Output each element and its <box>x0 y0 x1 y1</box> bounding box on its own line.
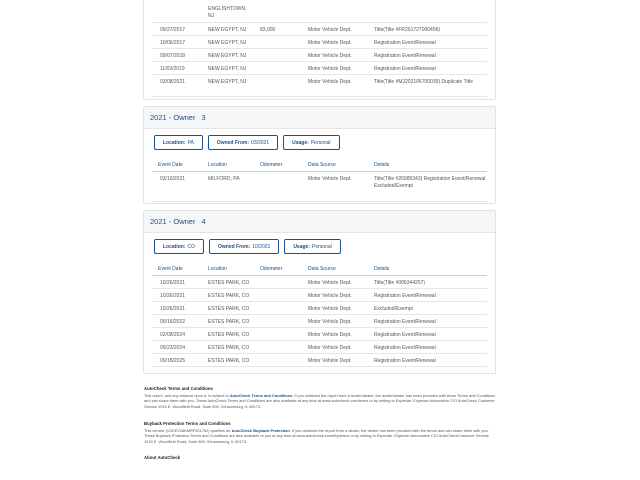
location-cell: ESTES PARK, CO <box>208 280 250 286</box>
table-row <box>152 354 487 367</box>
usage-badge: Usage: Personal <box>283 135 339 150</box>
owner-4-rows <box>144 276 495 367</box>
data-source-cell: Motor Vehicle Dept. <box>308 27 352 33</box>
owner-2-rows <box>144 0 495 97</box>
location-cell: NEW EGYPT, NJ <box>208 53 247 59</box>
location-cell: ESTES PARK, CO <box>208 293 250 299</box>
location-cell: ESTES PARK, CO <box>208 345 250 351</box>
location-cell: NEW EGYPT, NJ <box>208 40 247 46</box>
location-cell: ESTES PARK, CO <box>208 306 250 312</box>
col-odometer: Odometer <box>260 162 283 168</box>
location-cell: ESTES PARK, CO <box>208 358 250 364</box>
col-details: Details <box>374 266 390 272</box>
event-date-cell: 09/18/2025 <box>160 358 186 364</box>
col-odometer: Odometer <box>260 266 283 272</box>
table-row <box>152 49 487 62</box>
owner-2-card <box>143 0 496 100</box>
about-section <box>144 455 496 462</box>
location-cell: ESTES PARK, CO <box>208 319 250 325</box>
data-source-cell: Motor Vehicle Dept. <box>308 345 352 351</box>
col-data-source: Data Source <box>308 266 336 272</box>
details-cell: Title(Title #006344257) <box>374 280 426 286</box>
col-location: Location <box>208 266 227 272</box>
table-row <box>152 23 487 36</box>
table-row <box>152 328 487 341</box>
owner-4-title: 2021 - Owner 4 <box>150 217 206 226</box>
table-row <box>152 315 487 328</box>
owner-4-table-header <box>152 262 487 276</box>
table-row <box>152 36 487 49</box>
details-cell: Registration Event/Renewal <box>374 66 436 72</box>
details-cell: Title(Title #MJ202106700039) Duplicate Title <box>374 79 473 85</box>
owner-3-rows <box>144 172 495 202</box>
details-cell: Title(Title #FR201727000456) <box>374 27 441 33</box>
event-date-cell: 03/10/2021 <box>160 176 186 182</box>
buyback-section <box>144 421 496 444</box>
data-source-cell: Motor Vehicle Dept. <box>308 280 352 286</box>
col-details: Details <box>374 162 390 168</box>
table-row <box>152 172 487 202</box>
event-date-cell: 11/03/2019 <box>160 66 185 72</box>
col-event-date: Event Date <box>158 162 183 168</box>
owner-4-summary <box>144 233 495 254</box>
data-source-cell: Motor Vehicle Dept. <box>308 79 352 85</box>
buyback-heading: Buyback Protection Terms and Conditions <box>144 421 231 426</box>
event-date-cell: 10/06/2017 <box>160 40 186 46</box>
about-heading: About AutoCheck <box>144 455 181 460</box>
event-date-cell: 03/08/2021 <box>160 79 186 85</box>
location-cell: NEW EGYPT, NJ <box>208 79 247 85</box>
location-cell: ESTES PARK, CO <box>208 332 250 338</box>
table-row <box>152 0 487 23</box>
details-cell: Title(Title #26985343) Registration Event/Renewal Excluded/Exempt <box>374 176 486 189</box>
data-source-cell: Motor Vehicle Dept. <box>308 53 352 59</box>
owned-from-badge: Owned From: 03/2021 <box>208 135 278 150</box>
location-cell: MILFORD, PA <box>208 176 240 182</box>
location-cell: NEW EGYPT, NJ <box>208 66 247 72</box>
details-cell: Registration Event/Renewal <box>374 53 436 59</box>
event-date-cell: 09/16/2022 <box>160 319 186 325</box>
terms-section <box>144 386 496 409</box>
details-cell: Registration Event/Renewal <box>374 319 436 325</box>
terms-link[interactable]: AutoCheck Terms and Conditions <box>229 392 293 398</box>
details-cell: Registration Event/Renewal <box>374 40 436 46</box>
data-source-cell: Motor Vehicle Dept. <box>308 40 352 46</box>
col-location: Location <box>208 162 227 168</box>
terms-text: This report, and any reliance upon it, is subject to AutoCheck Terms and Conditions. If you obtained the report from a lender/dealer, the lender/dealer has been provided with those Terms and Conditions and can share them with you. These AutoCheck Terms and Conditions are also available at any time at www.autocheck.com/terms or by writing to Experian: Experian Automotive C/O AutoCheck Customer Service 1015 E. Woodfield Road, Suite 500, Schaumburg, IL 60173. <box>144 392 496 409</box>
buyback-link[interactable]: AutoCheck Buyback Protection <box>231 427 290 433</box>
details-cell: Registration Event/Renewal <box>374 358 436 364</box>
data-source-cell: Motor Vehicle Dept. <box>308 306 352 312</box>
location-cell: ENGLISHTOWN, NJ <box>208 6 247 19</box>
owner-3-table-header <box>152 158 487 172</box>
owner-3-summary <box>144 129 495 150</box>
table-row <box>152 302 487 315</box>
event-date-cell: 10/26/2021 <box>160 280 186 286</box>
data-source-cell: Motor Vehicle Dept. <box>308 332 352 338</box>
table-row <box>152 276 487 289</box>
event-date-cell: 09/27/2017 <box>160 27 186 33</box>
odometer-cell: 83,000 <box>260 27 276 33</box>
table-row <box>152 341 487 354</box>
col-data-source: Data Source <box>308 162 336 168</box>
owner-3-title: 2021 - Owner 3 <box>150 113 206 122</box>
details-cell: Excluded/Exempt <box>374 306 413 312</box>
event-date-cell: 09/07/2018 <box>160 53 186 59</box>
event-date-cell: 09/23/2024 <box>160 345 186 351</box>
table-row <box>152 62 487 75</box>
table-row <box>152 75 487 97</box>
buyback-text: This vehicle (1GKEV18KMRF501762) qualifies for AutoCheck Buyback Protection. If you obtained the report from a dealer, the dealer has been provided with the terms and can share them with you. These Buyback Protection Terms and Conditions are also available to you at any time at www.autocheck.com/bbpterms or by writing to Experian: Experian Automotive C/O AutoCheckCustomer Service 1015 E. Woodfield Road, Suite 500, Schaumburg, IL 60173. <box>144 427 489 444</box>
event-date-cell: 10/26/2021 <box>160 306 186 312</box>
owner-3-card <box>143 106 496 204</box>
data-source-cell: Motor Vehicle Dept. <box>308 293 352 299</box>
location-cell: NEW EGYPT, NJ <box>208 27 247 33</box>
event-date-cell: 02/08/2024 <box>160 332 186 338</box>
event-date-cell: 10/26/2021 <box>160 293 186 299</box>
col-event-date: Event Date <box>158 266 183 272</box>
details-cell: Registration Event/Renewal <box>374 345 436 351</box>
location-badge: Location: PA <box>154 135 203 150</box>
owner-4-card <box>143 210 496 374</box>
terms-heading: AutoCheck Terms and Conditions <box>144 386 213 391</box>
details-cell: Registration Event/Renewal <box>374 293 436 299</box>
data-source-cell: Motor Vehicle Dept. <box>308 176 352 182</box>
usage-badge: Usage: Personal <box>284 239 340 254</box>
owner-3-header[interactable] <box>144 107 495 129</box>
table-row <box>152 289 487 302</box>
data-source-cell: Motor Vehicle Dept. <box>308 66 352 72</box>
data-source-cell: Motor Vehicle Dept. <box>308 319 352 325</box>
owned-from-badge: Owned From: 10/2021 <box>209 239 279 254</box>
owner-4-header[interactable] <box>144 211 495 233</box>
details-cell: Registration Event/Renewal <box>374 332 436 338</box>
data-source-cell: Motor Vehicle Dept. <box>308 358 352 364</box>
location-badge: Location: CO <box>154 239 204 254</box>
